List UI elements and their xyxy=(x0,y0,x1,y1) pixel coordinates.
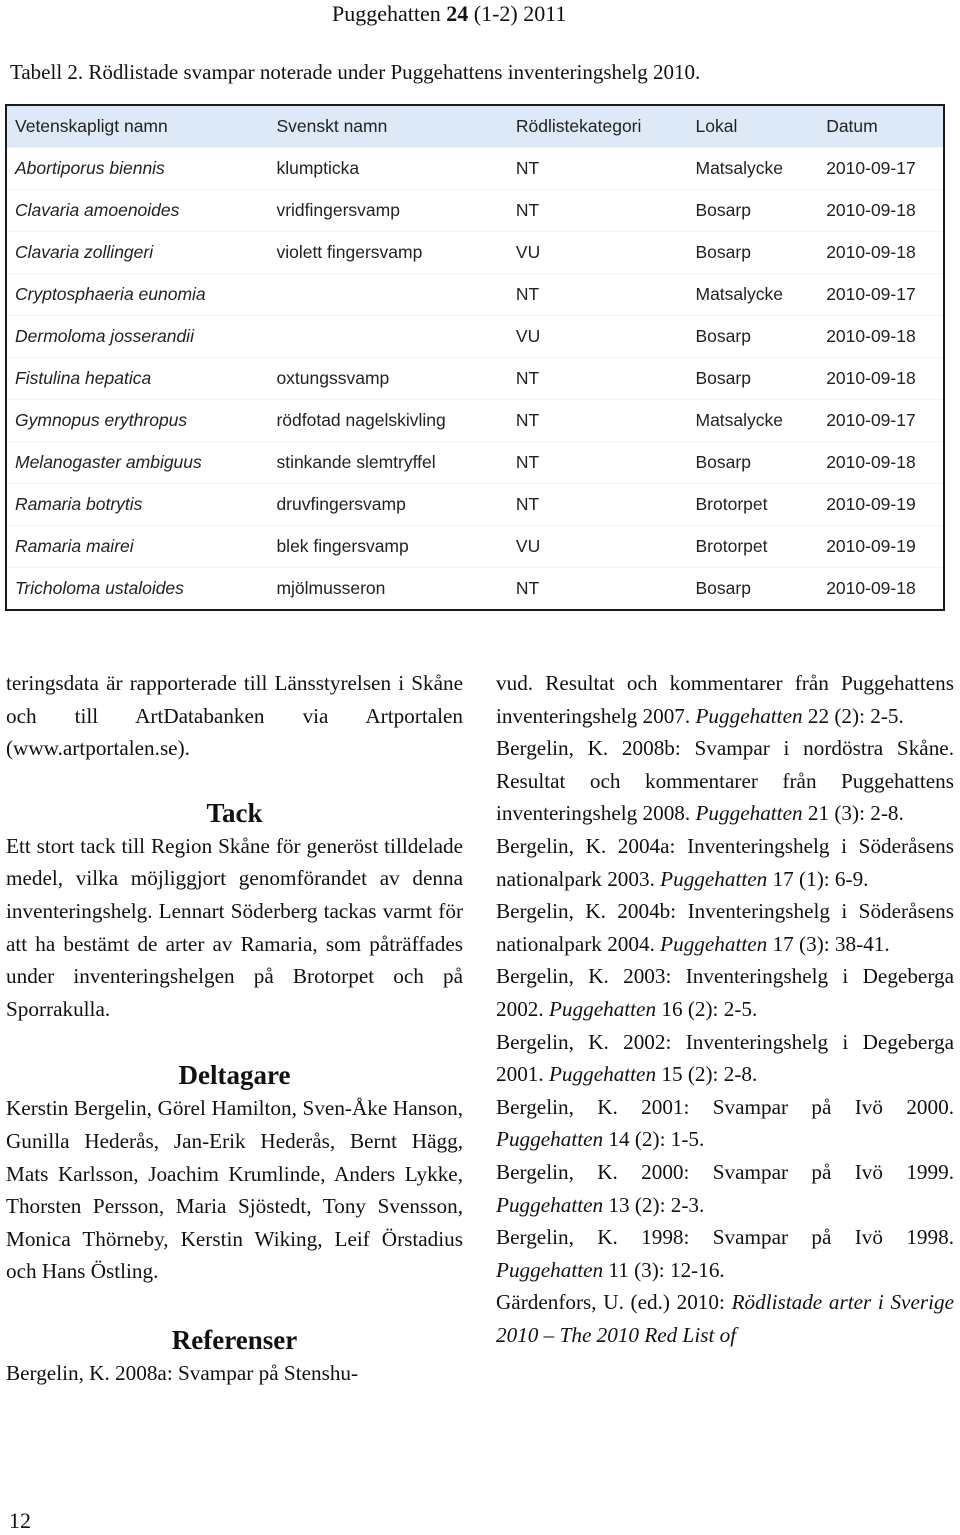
table-cell: stinkande slemtryffel xyxy=(268,442,507,484)
column-header: Svenskt namn xyxy=(268,105,507,148)
reference-entry xyxy=(496,1156,954,1221)
reference-volume: 17 (1): 6-9. xyxy=(767,866,869,891)
deltagare-paragraph: Kerstin Bergelin, Görel Hamilton, Sven-Åke Hanson, Gunilla Hederås, Jan-Erik Hederås, Bernt Hägg, Mats Karlsson, Joachim Krumlinde, Anders Lykke, Thorsten Persson, Maria Sjöstedt, Tony Svensson, Monica Thörneby, Kerstin Wiking, Leif Örstadius och Hans Östling. xyxy=(6,1096,463,1284)
reference-volume: 11 (3): 12-16. xyxy=(603,1257,725,1282)
journal-name: Puggehatten xyxy=(332,1,441,26)
reference-journal: Puggehatten xyxy=(496,1192,604,1217)
table-cell: 2010-09-19 xyxy=(818,484,944,526)
table-row xyxy=(6,148,944,190)
table-cell: Dermoloma josserandii xyxy=(6,316,268,358)
volume-number: 24 xyxy=(446,1,469,26)
table-cell: VU xyxy=(508,526,688,568)
column-header: Vetenskapligt namn xyxy=(6,105,268,148)
issue-info: (1-2) 2011 xyxy=(473,1,567,26)
table-row xyxy=(6,568,944,611)
running-header xyxy=(332,0,566,28)
table-cell: klumpticka xyxy=(268,148,507,190)
table-cell: NT xyxy=(508,442,688,484)
reference-volume: 13 (2): 2-3. xyxy=(603,1192,705,1217)
page-number: 12 xyxy=(9,1508,31,1533)
table-cell: NT xyxy=(508,358,688,400)
table-row xyxy=(6,358,944,400)
reference-volume: 16 (2): 2-5. xyxy=(656,996,758,1021)
table-cell: violett fingersvamp xyxy=(268,232,507,274)
table-cell: 2010-09-18 xyxy=(818,358,944,400)
tack-heading: Tack xyxy=(206,797,263,828)
redlist-table xyxy=(5,104,945,611)
reference-journal: Puggehatten xyxy=(548,1062,657,1087)
table-cell: Brotorpet xyxy=(688,484,819,526)
deltagare-heading: Deltagare xyxy=(178,1060,291,1091)
reference-volume: 14 (2): 1-5. xyxy=(603,1127,705,1152)
table-cell: Abortiporus biennis xyxy=(6,148,268,190)
reference-volume: 15 (2): 2-8. xyxy=(656,1062,758,1087)
reference-text: vud. Resultat och kommentarer från Puggehattens inventeringshelg 2007. xyxy=(496,671,954,728)
table-row xyxy=(6,484,944,526)
table-row xyxy=(6,274,944,316)
table-cell: Gymnopus erythropus xyxy=(6,400,268,442)
table-header-row xyxy=(6,105,944,148)
table-caption: Tabell 2. Rödlistade svampar noterade under Puggehattens inventeringshelg 2010. xyxy=(10,60,701,84)
table-cell: NT xyxy=(508,568,688,611)
reference-text: Bergelin, K. 2001: Svampar på Ivö 2000. xyxy=(496,1094,954,1119)
reference-volume: 17 (3): 38-41. xyxy=(767,931,890,956)
table-cell: Bosarp xyxy=(688,568,819,611)
reference-journal: Puggehatten xyxy=(548,996,657,1021)
table-cell: Matsalycke xyxy=(688,148,819,190)
reference-journal: Puggehatten xyxy=(496,1257,604,1282)
table-row xyxy=(6,526,944,568)
table-cell: 2010-09-18 xyxy=(818,442,944,484)
table-cell: VU xyxy=(508,232,688,274)
tack-paragraph: Ett stort tack till Region Skåne för generöst tilldelade medel, vilka möjliggjort genomförandet av denna inventeringshelg. Lennart Söderberg tackas varmt för att ha bestämt de arter av Ramaria, som påträffades under inventeringshelgen på Brotorpet och på Sporrakulla. xyxy=(6,833,463,1021)
table-cell: Matsalycke xyxy=(688,400,819,442)
reference-entry xyxy=(496,732,954,830)
referenser-heading: Referenser xyxy=(171,1324,298,1355)
reference-journal: Puggehatten xyxy=(695,801,803,826)
intro-paragraph: teringsdata är rapporterade till Länsstyrelsen i Skåne och till ArtDatabanken via Artportalen (www.artportalen.se). xyxy=(6,671,463,761)
table-cell: NT xyxy=(508,400,688,442)
table-cell: Brotorpet xyxy=(688,526,819,568)
reference-journal: Puggehatten xyxy=(660,931,768,956)
table-row xyxy=(6,316,944,358)
reference-text: Bergelin, K. 2004a: Inventeringshelg i Söderåsens nationalpark 2003. xyxy=(496,833,954,891)
reference-journal: Rödlistade arter i Sverige 2010 – The 2010 Red List of xyxy=(496,1290,954,1347)
reference-entry xyxy=(496,1221,954,1286)
reference-entry xyxy=(496,1026,954,1091)
reference-journal: Puggehatten xyxy=(660,866,768,891)
reference-text: Gärdenfors, U. (ed.) 2010: xyxy=(496,1290,732,1315)
reference-entry xyxy=(496,667,954,732)
table-cell: Clavaria zollingeri xyxy=(6,232,268,274)
reference-volume: 22 (2): 2-5. xyxy=(802,703,904,728)
table-cell: 2010-09-18 xyxy=(818,568,944,611)
table-cell: Ramaria mairei xyxy=(6,526,268,568)
table-cell xyxy=(268,274,507,316)
reference-entry xyxy=(496,960,954,1025)
column-header: Rödlistekategori xyxy=(508,105,688,148)
table-cell xyxy=(268,316,507,358)
column-header: Lokal xyxy=(688,105,819,148)
table-cell: 2010-09-18 xyxy=(818,316,944,358)
table-cell: 2010-09-18 xyxy=(818,232,944,274)
table-cell: 2010-09-17 xyxy=(818,400,944,442)
table-cell: mjölmusseron xyxy=(268,568,507,611)
table-cell: Bosarp xyxy=(688,190,819,232)
table-cell: druvfingersvamp xyxy=(268,484,507,526)
reference-text: Bergelin, K. 2000: Svampar på Ivö 1999. xyxy=(496,1159,954,1184)
right-column xyxy=(496,667,954,1351)
column-header: Datum xyxy=(818,105,944,148)
table-cell: 2010-09-18 xyxy=(818,190,944,232)
reference-text: Bergelin, K. 2002: Inventeringshelg i Degeberga 2001. xyxy=(496,1029,954,1087)
table-cell: Bosarp xyxy=(688,316,819,358)
table-cell: VU xyxy=(508,316,688,358)
reference-volume: 21 (3): 2-8. xyxy=(802,801,904,826)
table-cell: Cryptosphaeria eunomia xyxy=(6,274,268,316)
table-cell: NT xyxy=(508,148,688,190)
table-cell: blek fingersvamp xyxy=(268,526,507,568)
table-cell: oxtungssvamp xyxy=(268,358,507,400)
table-cell: 2010-09-17 xyxy=(818,274,944,316)
table-cell: NT xyxy=(508,190,688,232)
table-cell: NT xyxy=(508,484,688,526)
table-cell: Clavaria amoenoides xyxy=(6,190,268,232)
table-cell: 2010-09-19 xyxy=(818,526,944,568)
table-row xyxy=(6,400,944,442)
table-cell: rödfotad nagelskivling xyxy=(268,400,507,442)
table-row xyxy=(6,442,944,484)
reference-journal: Puggehatten xyxy=(695,703,803,728)
reference-entry xyxy=(496,1091,954,1156)
reference-text: Bergelin, K. 1998: Svampar på Ivö 1998. xyxy=(496,1225,954,1250)
table-cell: Fistulina hepatica xyxy=(6,358,268,400)
reference-entry xyxy=(496,1286,954,1351)
table-cell: Matsalycke xyxy=(688,274,819,316)
table-cell: vridfingersvamp xyxy=(268,190,507,232)
reference-text: Bergelin, K. 2008b: Svampar i nordöstra Skåne. Resultat och kommentarer från Puggehattens inventeringshelg 2008. xyxy=(496,736,954,826)
reference-entry xyxy=(496,830,954,895)
reference-journal: Puggehatten xyxy=(496,1127,604,1152)
table-row xyxy=(6,232,944,274)
reference-text: Bergelin, K. 2003: Inventeringshelg i Degeberga 2002. xyxy=(496,964,954,1021)
table-cell: Tricholoma ustaloides xyxy=(6,568,268,611)
table-cell: Bosarp xyxy=(688,442,819,484)
reference-entry: Bergelin, K. 2008a: Svampar på Stenshu- xyxy=(6,1360,359,1385)
table-row xyxy=(6,190,944,232)
table-cell: Bosarp xyxy=(688,358,819,400)
table-cell: NT xyxy=(508,274,688,316)
table-cell: Melanogaster ambiguus xyxy=(6,442,268,484)
reference-entry xyxy=(496,895,954,960)
left-column xyxy=(6,667,463,1390)
table-cell: 2010-09-17 xyxy=(818,148,944,190)
table-cell: Ramaria botrytis xyxy=(6,484,268,526)
table-cell: Bosarp xyxy=(688,232,819,274)
reference-text: Bergelin, K. 2004b: Inventeringshelg i Söderåsens nationalpark 2004. xyxy=(496,899,954,956)
